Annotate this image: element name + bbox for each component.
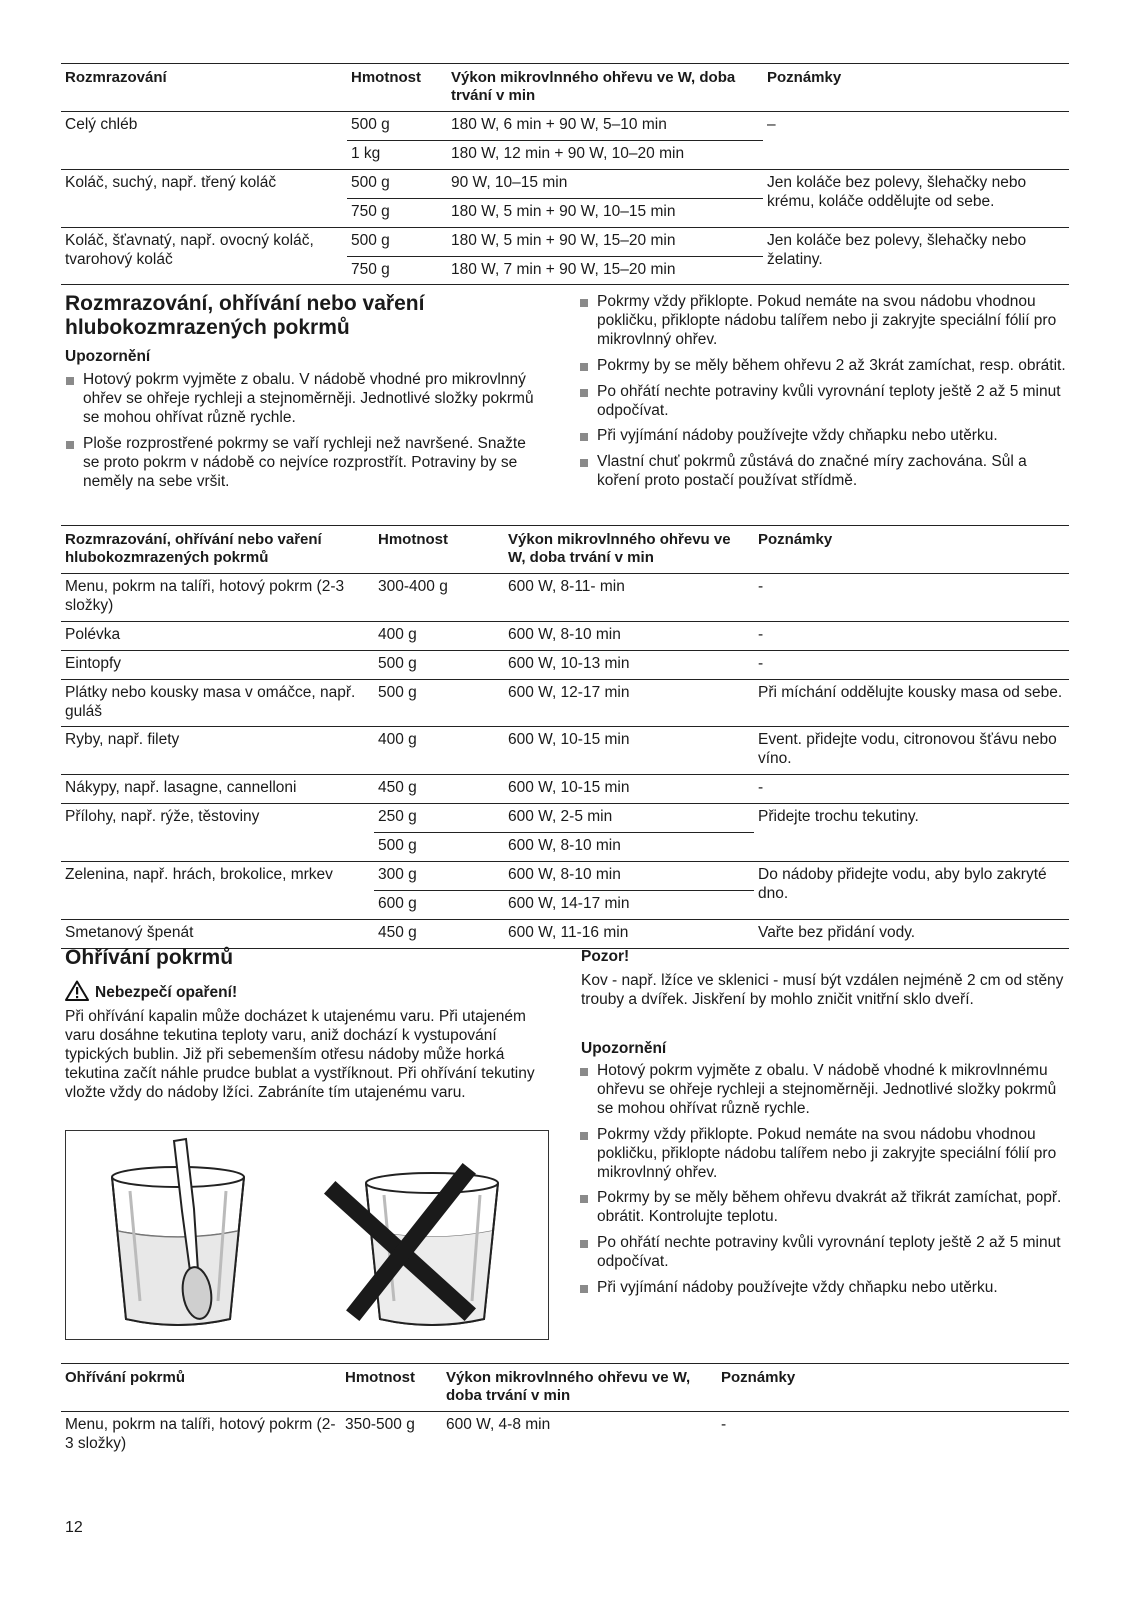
item-cell: Koláč, suchý, např. třený koláč bbox=[61, 169, 347, 227]
list-item: Při vyjímání nádoby používejte vždy chňapku nebo utěrku. bbox=[579, 427, 1069, 446]
note-cell: - bbox=[754, 574, 1069, 622]
list-item: Hotový pokrm vyjměte z obalu. V nádobě vhodné k mikrovlnnému ohřevu se ohřeje rychleji a stejnoměrněji. Jednotlivé složky pokrmů se mohou ohřívat různě rychle. bbox=[579, 1062, 1067, 1119]
table-row bbox=[61, 679, 1069, 727]
page-number: 12 bbox=[65, 1519, 83, 1536]
column-header: Hmotnost bbox=[341, 1364, 442, 1412]
note-cell: - bbox=[754, 650, 1069, 679]
notice-label: Upozornění bbox=[581, 1040, 667, 1057]
column-header: Poznámky bbox=[717, 1364, 1069, 1412]
table-row bbox=[61, 861, 1069, 890]
power-cell: 180 W, 7 min + 90 W, 15–20 min bbox=[447, 256, 763, 285]
power-cell: 600 W, 8-10 min bbox=[504, 861, 754, 890]
weight-cell: 400 g bbox=[374, 621, 504, 650]
table-header-row bbox=[61, 526, 1069, 574]
weight-cell: 500 g bbox=[347, 112, 447, 141]
power-cell: 180 W, 12 min + 90 W, 10–20 min bbox=[447, 140, 763, 169]
heating-table bbox=[61, 1363, 1069, 1459]
glass-illustration bbox=[65, 1130, 549, 1340]
note-cell: - bbox=[754, 775, 1069, 804]
note-cell: Jen koláče bez polevy, šlehačky nebo krému, koláče oddělujte od sebe. bbox=[763, 169, 1069, 227]
list-item: Pokrmy by se měly během ohřevu dvakrát až třikrát zamíchat, popř. obrátit. Kontrolujte teplotu. bbox=[579, 1189, 1067, 1227]
warning-triangle-icon bbox=[65, 980, 89, 1007]
danger-label: Nebezpečí opaření! bbox=[95, 984, 238, 1001]
column-header: Výkon mikrovlnného ohřevu ve W, doba trvání v min bbox=[504, 526, 754, 574]
power-cell: 180 W, 5 min + 90 W, 10–15 min bbox=[447, 198, 763, 227]
table-row bbox=[61, 1412, 1069, 1459]
danger-text: Při ohřívání kapalin může docházet k utajenému varu. Při utajeném varu dosáhne tekutina teploty varu, aniž dochází k vystupování typických bublin. Již při sebemenším otřesu nádoby může horká tekutina začít náhle prudce bublat a vystříknout. Při ohřívání tekutiny vložte vždy do nádoby lžíci. Zabráníte tím utajenému varu. bbox=[65, 1008, 535, 1101]
notice-list-left bbox=[65, 371, 535, 498]
item-cell: Menu, pokrm na talíři, hotový pokrm (2-3 složky) bbox=[65, 1416, 336, 1452]
list-item: Vlastní chuť pokrmů zůstává do značné míry zachována. Sůl a koření proto postačí používat střídmě. bbox=[579, 453, 1069, 491]
weight-cell: 250 g bbox=[374, 804, 504, 833]
item-cell: Menu, pokrm na talíři, hotový pokrm (2-3 složky) bbox=[61, 574, 374, 622]
weight-cell: 500 g bbox=[347, 169, 447, 198]
notice-list-right bbox=[579, 293, 1069, 498]
power-cell: 600 W, 4-8 min bbox=[446, 1416, 551, 1433]
table-row bbox=[61, 919, 1069, 948]
table-row bbox=[61, 112, 1069, 141]
caution-text: Kov - např. lžíce ve sklenici - musí být vzdálen nejméně 2 cm od stěny trouby a dvířek. Jiskření by mohlo zničit vnitřní sklo dveří. bbox=[581, 972, 1064, 1008]
power-cell: 600 W, 8-10 min bbox=[504, 833, 754, 862]
table-row bbox=[61, 574, 1069, 622]
column-header: Výkon mikrovlnného ohřevu ve W, doba trvání v min bbox=[447, 64, 763, 112]
weight-cell: 300 g bbox=[374, 861, 504, 890]
table-row bbox=[61, 775, 1069, 804]
item-cell: Smetanový špenát bbox=[61, 919, 374, 948]
item-cell: Zelenina, např. hrách, brokolice, mrkev bbox=[61, 861, 374, 919]
column-header: Rozmrazování bbox=[61, 64, 347, 112]
item-cell: Ryby, např. filety bbox=[61, 727, 374, 775]
weight-cell: 500 g bbox=[347, 227, 447, 256]
column-header: Poznámky bbox=[763, 64, 1069, 112]
list-item: Hotový pokrm vyjměte z obalu. V nádobě vhodné pro mikrovlnný ohřev se ohřeje rychleji a stejnoměrněji. Jednotlivé složky pokrmů se mohou ohřívat různě rychle. bbox=[65, 371, 535, 428]
notice-label: Upozornění bbox=[65, 348, 151, 365]
list-item: Pokrmy by se měly během ohřevu 2 až 3krát zamíchat, resp. obrátit. bbox=[579, 357, 1069, 376]
section-title-heating: Ohřívání pokrmů bbox=[65, 946, 234, 969]
table-row bbox=[61, 621, 1069, 650]
defrost-table bbox=[61, 63, 1069, 285]
weight-cell: 500 g bbox=[374, 833, 504, 862]
column-header: Rozmrazování, ohřívání nebo vaření hlubokozmrazených pokrmů bbox=[61, 526, 374, 574]
power-cell: 600 W, 10-13 min bbox=[504, 650, 754, 679]
item-cell: Plátky nebo kousky masa v omáčce, např. guláš bbox=[61, 679, 374, 727]
note-cell: - bbox=[721, 1416, 727, 1433]
column-header: Poznámky bbox=[754, 526, 1069, 574]
list-item: Ploše rozprostřené pokrmy se vaří rychleji než navršené. Snažte se proto pokrm v nádobě co nejvíce rozprostřít. Potraviny by se neměly na sebe vršit. bbox=[65, 435, 535, 492]
power-cell: 180 W, 6 min + 90 W, 5–10 min bbox=[447, 112, 763, 141]
power-cell: 180 W, 5 min + 90 W, 15–20 min bbox=[447, 227, 763, 256]
item-cell: Nákypy, např. lasagne, cannelloni bbox=[61, 775, 374, 804]
power-cell: 600 W, 8-10 min bbox=[504, 621, 754, 650]
column-header: Výkon mikrovlnného ohřevu ve W, doba trvání v min bbox=[442, 1364, 717, 1412]
note-cell: – bbox=[763, 112, 1069, 170]
danger-heading bbox=[65, 980, 237, 1007]
note-cell: Jen koláče bez polevy, šlehačky nebo želatiny. bbox=[763, 227, 1069, 285]
item-cell: Polévka bbox=[61, 621, 374, 650]
column-header: Ohřívání pokrmů bbox=[61, 1364, 341, 1412]
notice-list-heating bbox=[579, 1062, 1067, 1305]
item-cell: Koláč, šťavnatý, např. ovocný koláč, tvarohový koláč bbox=[61, 227, 347, 285]
power-cell: 600 W, 8-11- min bbox=[504, 574, 754, 622]
table-row bbox=[61, 227, 1069, 256]
power-cell: 600 W, 10-15 min bbox=[504, 775, 754, 804]
table-header-row bbox=[61, 1364, 1069, 1412]
item-cell: Eintopfy bbox=[61, 650, 374, 679]
item-cell: Přílohy, např. rýže, těstoviny bbox=[61, 804, 374, 862]
weight-cell: 400 g bbox=[374, 727, 504, 775]
spoon-in-glass-illustration bbox=[66, 1131, 548, 1339]
item-cell: Celý chléb bbox=[61, 112, 347, 170]
frozen-food-table bbox=[61, 525, 1069, 949]
power-cell: 600 W, 14-17 min bbox=[504, 890, 754, 919]
note-cell: Event. přidejte vodu, citronovou šťávu nebo víno. bbox=[754, 727, 1069, 775]
note-cell: - bbox=[754, 621, 1069, 650]
note-cell: Vařte bez přidání vody. bbox=[754, 919, 1069, 948]
weight-cell: 300-400 g bbox=[374, 574, 504, 622]
weight-cell: 350-500 g bbox=[345, 1416, 415, 1433]
power-cell: 600 W, 12-17 min bbox=[504, 679, 754, 727]
power-cell: 90 W, 10–15 min bbox=[447, 169, 763, 198]
weight-cell: 450 g bbox=[374, 919, 504, 948]
list-item: Po ohřátí nechte potraviny kvůli vyrovnání teploty ještě 2 až 5 minut odpočívat. bbox=[579, 1234, 1067, 1272]
weight-cell: 500 g bbox=[374, 679, 504, 727]
list-item: Po ohřátí nechte potraviny kvůli vyrovnání teploty ještě 2 až 5 minut odpočívat. bbox=[579, 383, 1069, 421]
caution-label: Pozor! bbox=[581, 948, 630, 965]
list-item: Při vyjímání nádoby používejte vždy chňapku nebo utěrku. bbox=[579, 1279, 1067, 1298]
section-title-frozen: Rozmrazování, ohřívání nebo vaření hlubokozmrazených pokrmů bbox=[65, 292, 425, 340]
weight-cell: 750 g bbox=[347, 198, 447, 227]
column-header: Hmotnost bbox=[347, 64, 447, 112]
power-cell: 600 W, 2-5 min bbox=[504, 804, 754, 833]
power-cell: 600 W, 10-15 min bbox=[504, 727, 754, 775]
list-item: Pokrmy vždy přiklopte. Pokud nemáte na svou nádobu vhodnou pokličku, přiklopte nádobu talířem nebo ji zakryjte speciální fólií pro mikrovlnný ohřev. bbox=[579, 293, 1069, 350]
table-row bbox=[61, 727, 1069, 775]
weight-cell: 500 g bbox=[374, 650, 504, 679]
note-cell: Přidejte trochu tekutiny. bbox=[754, 804, 1069, 862]
weight-cell: 1 kg bbox=[347, 140, 447, 169]
table-row bbox=[61, 650, 1069, 679]
weight-cell: 450 g bbox=[374, 775, 504, 804]
table-row bbox=[61, 804, 1069, 833]
power-cell: 600 W, 11-16 min bbox=[504, 919, 754, 948]
table-row bbox=[61, 169, 1069, 198]
list-item: Pokrmy vždy přiklopte. Pokud nemáte na svou nádobu vhodnou pokličku, přiklopte nádobu talířem nebo ji zakryjte speciální fólií pro mikrovlnný ohřev. bbox=[579, 1126, 1067, 1183]
note-cell: Do nádoby přidejte vodu, aby bylo zakryté dno. bbox=[754, 861, 1069, 919]
weight-cell: 600 g bbox=[374, 890, 504, 919]
table-header-row bbox=[61, 64, 1069, 112]
weight-cell: 750 g bbox=[347, 256, 447, 285]
column-header: Hmotnost bbox=[374, 526, 504, 574]
note-cell: Při míchání oddělujte kousky masa od sebe. bbox=[754, 679, 1069, 727]
